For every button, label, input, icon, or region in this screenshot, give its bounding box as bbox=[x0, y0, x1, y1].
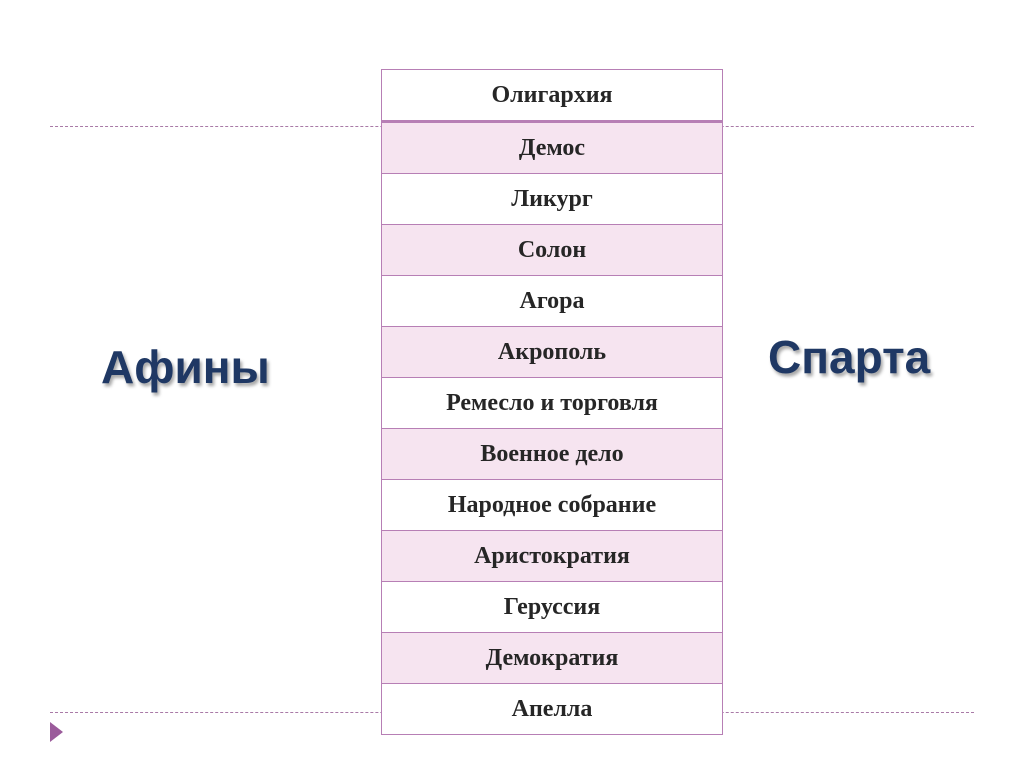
table-row bbox=[382, 174, 723, 225]
table-row bbox=[382, 429, 723, 480]
table-row bbox=[382, 684, 723, 735]
triangle-bullet-icon bbox=[50, 722, 63, 742]
table-row bbox=[382, 327, 723, 378]
table-cell-term: Олигархия bbox=[382, 70, 723, 122]
table-row bbox=[382, 480, 723, 531]
table-row bbox=[382, 582, 723, 633]
terms-table bbox=[381, 69, 723, 735]
athens-label: Афины bbox=[101, 341, 270, 393]
table-cell-term: Агора bbox=[382, 276, 723, 327]
table-cell-term: Демократия bbox=[382, 633, 723, 684]
table-cell-term: Демос bbox=[382, 122, 723, 174]
table-cell-term: Апелла bbox=[382, 684, 723, 735]
table-row bbox=[382, 378, 723, 429]
table-cell-term: Ремесло и торговля bbox=[382, 378, 723, 429]
table-cell-term: Аристократия bbox=[382, 531, 723, 582]
table-cell-term: Народное собрание bbox=[382, 480, 723, 531]
table-row bbox=[382, 70, 723, 122]
table-cell-term: Ликург bbox=[382, 174, 723, 225]
table-row bbox=[382, 276, 723, 327]
table-row bbox=[382, 122, 723, 174]
table-cell-term: Герусcия bbox=[382, 582, 723, 633]
table-row bbox=[382, 531, 723, 582]
table-cell-term: Акрополь bbox=[382, 327, 723, 378]
table-row bbox=[382, 633, 723, 684]
sparta-label: Спарта bbox=[768, 331, 931, 383]
table-cell-term: Военное дело bbox=[382, 429, 723, 480]
table-row bbox=[382, 225, 723, 276]
table-cell-term: Солон bbox=[382, 225, 723, 276]
